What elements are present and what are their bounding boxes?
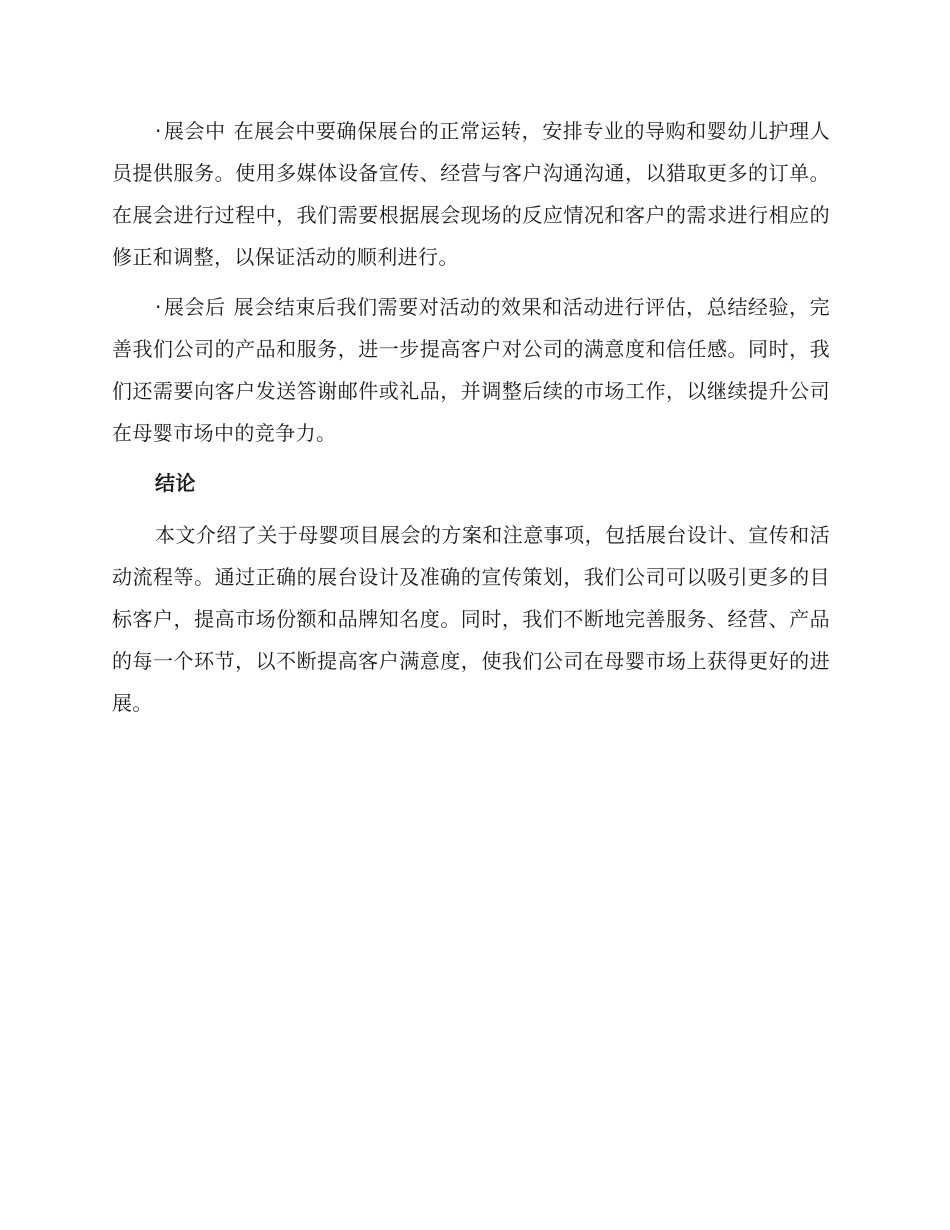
section-lead: 展会中 xyxy=(163,119,226,143)
section-during-expo xyxy=(112,110,830,278)
bullet-dot: · xyxy=(155,295,162,319)
conclusion-heading: 结论 xyxy=(155,471,196,495)
section-lead: 展会后 xyxy=(163,295,226,319)
section-after-expo xyxy=(112,286,830,454)
document-page xyxy=(112,110,830,724)
section-body: 在展会中要确保展台的正常运转，安排专业的导购和婴幼儿护理人员提供服务。使用多媒体设备宣传、经营与客户沟通沟通，以猎取更多的订单。在展会进行过程中，我们需要根据展会现场的反应情况和客户的需求进行相应的修正和调整，以保证活动的顺利进行。 xyxy=(112,119,830,269)
section-body: 展会结束后我们需要对活动的效果和活动进行评估，总结经验，完善我们公司的产品和服务，进一步提高客户对公司的满意度和信任感。同时，我们还需要向客户发送答谢邮件或礼品，并调整后续的市场工作，以继续提升公司在母婴市场中的竞争力。 xyxy=(112,295,830,445)
conclusion-body: 本文介绍了关于母婴项目展会的方案和注意事项，包括展台设计、宣传和活动流程等。通过正确的展台设计及准确的宣传策划，我们公司可以吸引更多的目标客户，提高市场份额和品牌知名度。同时，我们不断地完善服务、经营、产品的每一个环节，以不断提高客户满意度，使我们公司在母婴市场上获得更好的进展。 xyxy=(112,523,830,715)
bullet-dot: · xyxy=(155,119,162,143)
